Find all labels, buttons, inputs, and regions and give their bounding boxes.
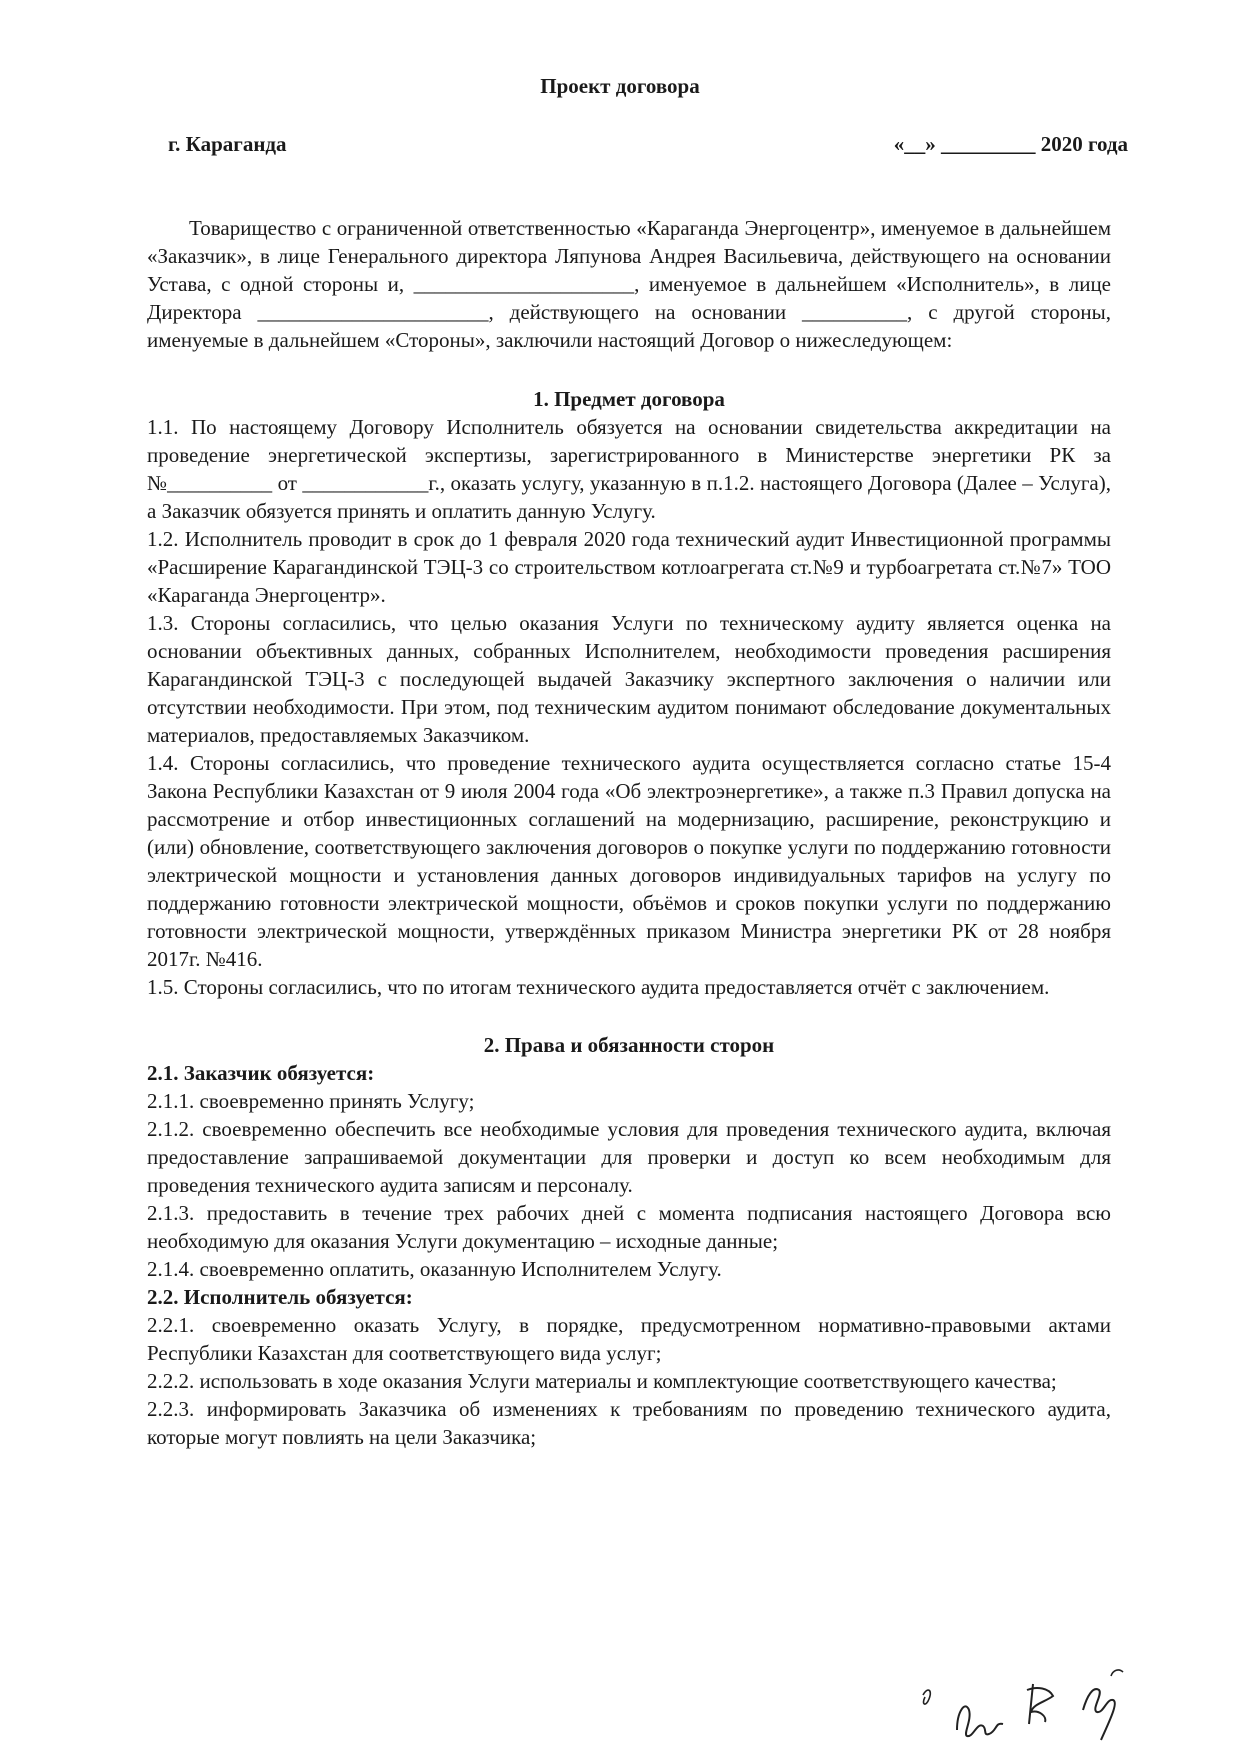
clause-1-2: 1.2. Исполнитель проводит в срок до 1 февраля 2020 года технический аудит Инвестиционной программы «Расширение Карагандинской ТЭЦ-3 со строительством котлоагрегата ст.№9 и турбоагретата ст.№7» ТОО «Караганда Энергоцентр».	[147, 527, 1111, 607]
clause-2-1-2: 2.1.2. своевременно обеспечить все необходимые условия для проведения технического аудита, включая предоставление запрашиваемой документации для проверки и доступ ко всем необходимым для проведения технического аудита записям и персоналу.	[147, 1117, 1111, 1197]
document-body	[147, 214, 1111, 1451]
clause-2-2-1: 2.2.1. своевременно оказать Услугу, в порядке, предусмотренном нормативно-правовыми актами Республики Казахстан для соответствующего вида услуг;	[147, 1313, 1111, 1365]
document-title: Проект договора	[540, 74, 700, 98]
section-1-title: 1. Предмет договора	[533, 387, 725, 411]
clause-1-1: 1.1. По настоящему Договору Исполнитель обязуется на основании свидетельства аккредитации на проведение энергетической экспертизы, зарегистрированного в Министерстве энергетики РК за №__________ от ____________г., оказать услугу, указанную в п.1.2. настоящего Договора (Далее – Услуга), а Заказчик обязуется принять и оплатить данную Услугу.	[147, 415, 1111, 523]
clause-2-2-3: 2.2.3. информировать Заказчика об изменениях к требованиям по проведению технического аудита, которые могут повлиять на цели Заказчика;	[147, 1397, 1111, 1449]
subsection-2-1-title: 2.1. Заказчик обязуется:	[147, 1061, 375, 1085]
preamble-paragraph: Товарищество с ограниченной ответственностью «Караганда Энергоцентр», именуемое в дальнейшем «Заказчик», в лице Генерального директора Ляпунова Андрея Васильевича, действующего на основании Устава, с одной стороны и, _____________________, именуемое в дальнейшем «Исполнитель», в лице Директора ______________________, действующего на основании __________, с другой стороны, именуемые в дальнейшем «Стороны», заключили настоящий Договор о нижеследующем:	[147, 216, 1111, 352]
date-label: «__» _________ 2020 года	[893, 132, 1128, 156]
handwritten-signatures	[915, 1640, 1155, 1750]
signature-scribble	[915, 1640, 1155, 1750]
clause-2-2-2: 2.2.2. использовать в ходе оказания Услуги материалы и комплектующие соответствующего качества;	[147, 1369, 1057, 1393]
clause-2-1-3: 2.1.3. предоставить в течение трех рабочих дней с момента подписания настоящего Договора всю необходимую для оказания Услуги документацию – исходные данные;	[147, 1201, 1111, 1253]
subsection-2-2-title: 2.2. Исполнитель обязуется:	[147, 1285, 413, 1309]
clause-2-1-4: 2.1.4. своевременно оплатить, оказанную Исполнителем Услугу.	[147, 1257, 722, 1281]
clause-1-5: 1.5. Стороны согласились, что по итогам технического аудита предоставляется отчёт с заключением.	[147, 975, 1050, 999]
clause-1-4: 1.4. Стороны согласились, что проведение технического аудита осуществляется согласно статье 15-4 Закона Республики Казахстан от 9 июля 2004 года «Об электроэнергетике», а также п.3 Правил допуска на рассмотрение и отбор инвестиционных соглашений на модернизацию, расширение, реконструкцию и (или) обновление, соответствующего заключения договоров о покупке услуги по поддержанию готовности электрической мощности и установления данных договоров индивидуальных тарифов на услугу по поддержанию готовности электрической мощности, объёмов и сроков покупки услуги по поддержанию готовности электрической мощности, утверждённых приказом Министра энергетики РК от 28 ноября 2017г. №416.	[147, 751, 1111, 971]
clause-2-1-1: 2.1.1. своевременно принять Услугу;	[147, 1089, 475, 1113]
clause-1-3: 1.3. Стороны согласились, что целью оказания Услуги по техническому аудиту является оценка на основании объективных данных, собранных Исполнителем, необходимости проведения расширения Карагандинской ТЭЦ-3 с последующей выдачей Заказчику экспертного заключения о наличии или отсутствии необходимости. При этом, под техническим аудитом понимают обследование документальных материалов, предоставляемых Заказчиком.	[147, 611, 1111, 747]
city-label: г. Караганда	[168, 132, 287, 156]
section-2-title: 2. Права и обязанности сторон	[483, 1033, 775, 1057]
